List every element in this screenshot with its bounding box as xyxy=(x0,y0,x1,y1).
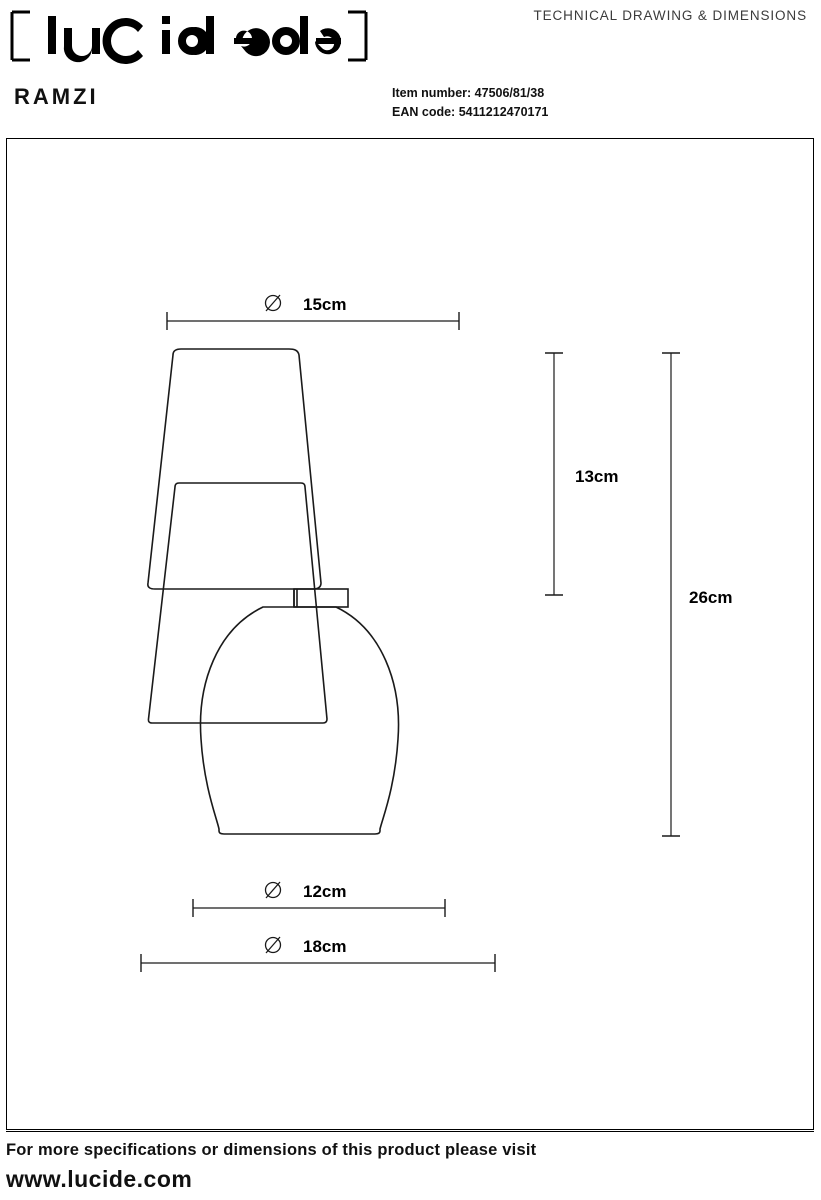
footer-divider xyxy=(6,1131,814,1132)
dim-base-neck-diameter xyxy=(193,872,445,917)
dim-shade-height xyxy=(545,353,648,595)
footer-text: For more specifications or dimensions of this product please visit xyxy=(6,1141,537,1159)
dim-base-diameter-value: 18cm xyxy=(303,937,347,956)
technical-drawing-label: TECHNICAL DRAWING & DIMENSIONS xyxy=(533,8,807,23)
dim-total-height-value: 26cm xyxy=(689,588,733,607)
lamp-shade-outline xyxy=(148,349,321,589)
item-number-value: 47506/81/38 xyxy=(474,86,545,100)
page-header xyxy=(0,0,821,140)
dim-base-diameter xyxy=(141,927,495,972)
dim-shade-diameter xyxy=(167,285,459,330)
dim-shade-diameter-value: 15cm xyxy=(303,295,347,314)
dim-base-neck-diameter-value: 12cm xyxy=(303,882,347,901)
drawing-frame xyxy=(6,138,814,1130)
page-title: RAMZI xyxy=(14,84,99,109)
footer-website[interactable]: www.lucide.com xyxy=(6,1166,193,1192)
dim-total-height xyxy=(662,353,765,836)
ean-value: 5411212470171 xyxy=(458,105,549,119)
lamp-technical-drawing xyxy=(7,139,815,1131)
page-footer xyxy=(6,1131,814,1193)
ean-label: EAN code: xyxy=(392,105,456,119)
item-number-label: Item number: xyxy=(392,86,472,100)
lamp-shade xyxy=(148,483,327,723)
lucide-logo-icon xyxy=(10,8,370,64)
lamp-base xyxy=(201,607,399,834)
dim-shade-height-value: 13cm xyxy=(575,467,619,486)
ean-row xyxy=(392,103,548,122)
item-number-row xyxy=(392,84,548,103)
lucide-logo xyxy=(10,8,370,64)
lamp-neck xyxy=(294,589,348,607)
item-info xyxy=(392,84,548,122)
